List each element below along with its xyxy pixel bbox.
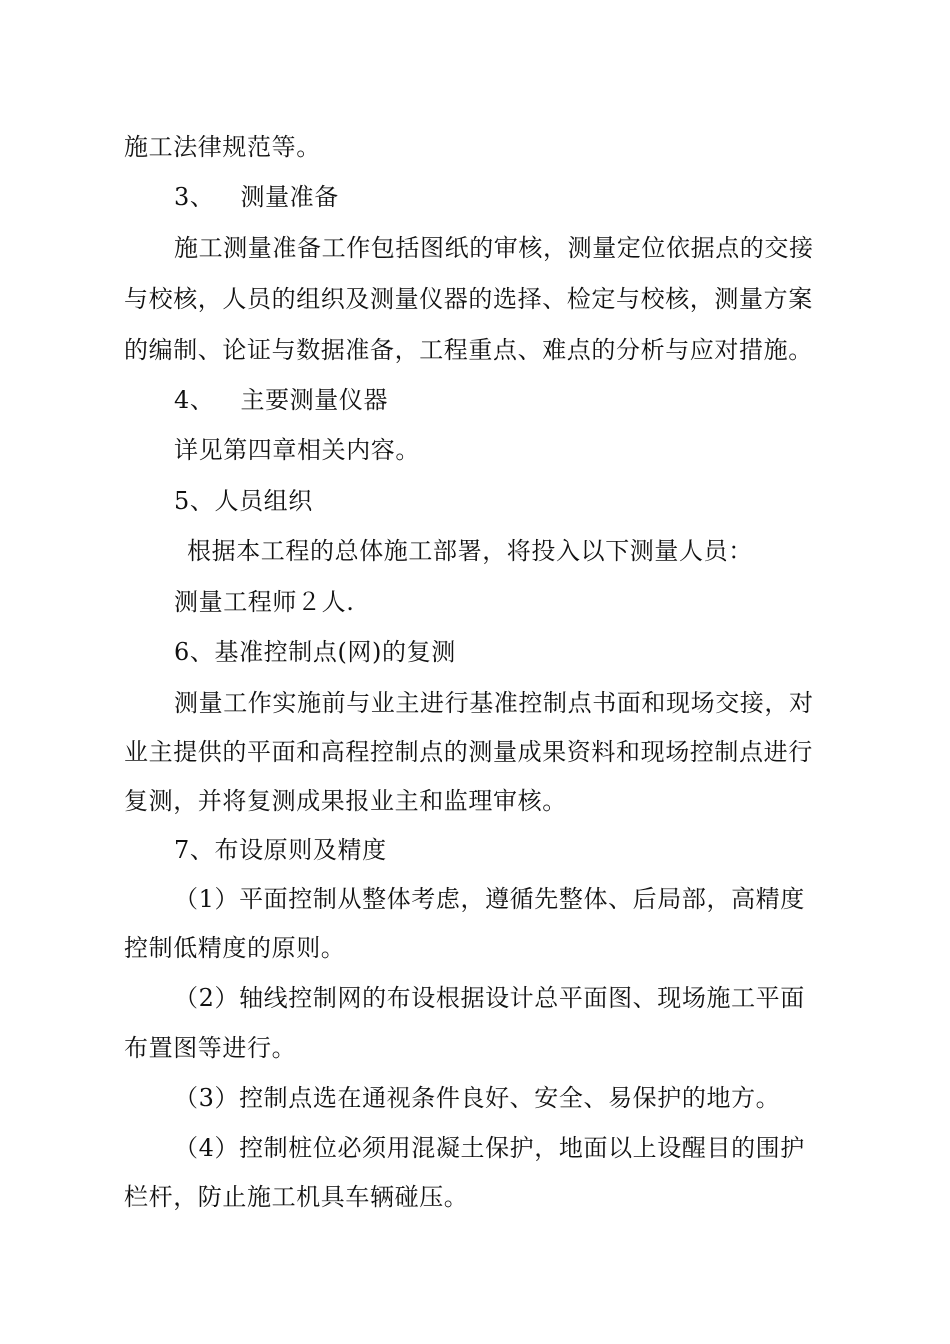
- body-text-line: 施工法律规范等。: [124, 133, 321, 161]
- section-title: 测量准备: [240, 183, 339, 211]
- body-text-line: （4）控制桩位必须用混凝土保护，地面以上设醒目的围护: [174, 1134, 805, 1162]
- body-text-line: 布置图等进行。: [124, 1034, 297, 1062]
- body-text-line: 详见第四章相关内容。: [174, 436, 420, 464]
- section-title: 主要测量仪器: [240, 386, 389, 414]
- section-heading-7: 7、布设原则及精度: [174, 836, 387, 864]
- section-heading-6: 6、基准控制点(网)的复测: [174, 638, 456, 666]
- section-heading-5: 5、人员组织: [174, 487, 313, 515]
- section-heading-3: [174, 181, 900, 213]
- body-text-line: （2）轴线控制网的布设根据设计总平面图、现场施工平面: [174, 984, 805, 1012]
- body-text-line: 控制低精度的原则。: [124, 934, 346, 962]
- body-text-line: 与校核，人员的组织及测量仪器的选择、检定与校核，测量方案: [124, 285, 813, 313]
- body-text-line: （3）控制点选在通视条件良好、安全、易保护的地方。: [174, 1084, 781, 1112]
- body-text-line: 根据本工程的总体施工部署，将投入以下测量人员：: [187, 537, 753, 565]
- body-text-line: 测量工作实施前与业主进行基准控制点书面和现场交接，对: [174, 689, 814, 717]
- body-text-line: 栏杆，防止施工机具车辆碰压。: [124, 1183, 469, 1211]
- body-text-line: （1）平面控制从整体考虑，遵循先整体、后局部，高精度: [174, 885, 805, 913]
- section-number: 3、: [174, 183, 215, 211]
- body-text-line: 的编制、论证与数据准备，工程重点、难点的分析与应对措施。: [124, 336, 813, 364]
- body-text-line: 测量工程师２人.: [174, 588, 355, 616]
- section-heading-4: [174, 384, 900, 416]
- body-text-line: 业主提供的平面和高程控制点的测量成果资料和现场控制点进行: [124, 738, 813, 766]
- section-number: 4、: [174, 386, 215, 414]
- body-text-line: 复测，并将复测成果报业主和监理审核。: [124, 787, 567, 815]
- body-text-line: 施工测量准备工作包括图纸的审核，测量定位依据点的交接: [174, 234, 814, 262]
